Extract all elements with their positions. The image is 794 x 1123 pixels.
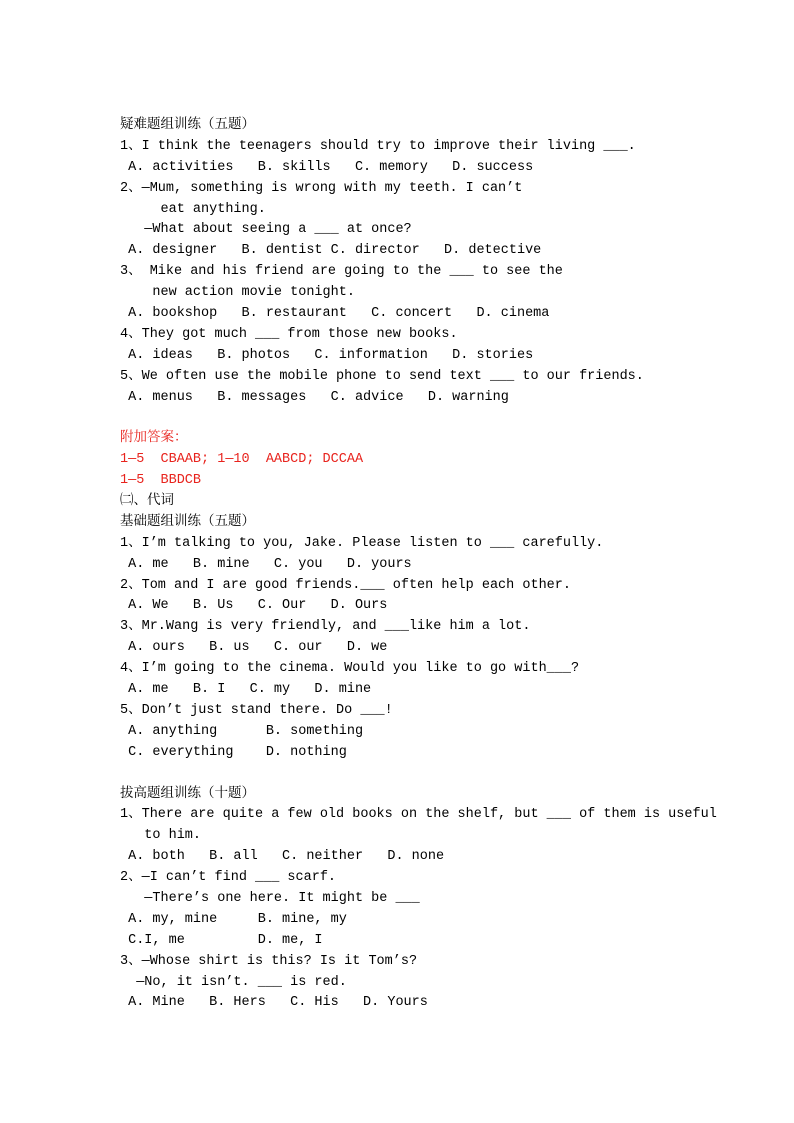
question-line: 5、Don’t just stand there. Do ___! [120,702,393,718]
section-heading-advanced: 拔高题组训练（十题） [120,786,255,802]
options-line: A. both B. all C. neither D. none [120,849,445,865]
options-line: A. anything B. something [120,723,364,739]
document-page [120,116,760,1014]
question-line: —There’s one here. It might be ___ [120,890,420,906]
answers-line: 1—5 BBDCB [120,473,202,489]
question-line: new action movie tonight. [120,285,355,301]
question-line: eat anything. [120,201,266,217]
question-line: 1、I think the teenagers should try to improve their living ___. [120,138,636,154]
question-line: —What about seeing a ___ at once? [120,222,412,238]
question-line: 4、I’m going to the cinema. Would you like to go with___? [120,661,580,677]
options-line: A. designer B. dentist C. director D. detective [120,243,542,259]
options-line: A. me B. mine C. you D. yours [120,556,412,572]
question-line: 2、—Mum, something is wrong with my teeth. I can’t [120,180,523,196]
options-line: A. my, mine B. mine, my [120,911,347,927]
options-line: A. menus B. messages C. advice D. warning [120,389,509,405]
options-line: C.I, me D. me, I [120,932,323,948]
question-line: 2、Tom and I are good friends.___ often help each other. [120,577,571,593]
question-line: to him. [120,828,202,844]
options-line: C. everything D. nothing [120,744,347,760]
options-line: A. bookshop B. restaurant C. concert D. cinema [120,306,550,322]
options-line: A. ideas B. photos C. information D. stories [120,347,534,363]
options-line: A. ours B. us C. our D. we [120,640,388,656]
question-line: 4、They got much ___ from those new books. [120,326,458,342]
blank-line [120,408,760,429]
options-line: A. We B. Us C. Our D. Ours [120,598,388,614]
options-line: A. activities B. skills C. memory D. success [120,159,534,175]
options-line: A. Mine B. Hers C. His D. Yours [120,995,428,1011]
question-line: 3、Mr.Wang is very friendly, and ___like him a lot. [120,619,531,635]
options-line: A. me B. I C. my D. mine [120,682,372,698]
section-heading-difficult: 疑难题组训练（五题） [120,118,255,133]
answers-heading: 附加答案： [120,431,188,447]
question-line: 2、—I can’t find ___ scarf. [120,870,337,886]
answers-line: 1—5 CBAAB; 1—10 AABCD; DCCAA [120,452,364,468]
question-line: —No, it isn’t. ___ is red. [120,974,347,990]
question-line: 1、There are quite a few old books on the shelf, but ___ of them is useful [120,807,717,823]
question-line: 3、 Mike and his friend are going to the ___ to see the [120,264,563,280]
question-line: 3、—Whose shirt is this? Is it Tom’s? [120,953,418,969]
blank-line [120,764,760,785]
section-heading-basic: 基础题组训练（五题） [120,514,255,530]
question-line: 5、We often use the mobile phone to send text ___ to our friends. [120,368,644,384]
section-title-pronouns: ㈡、代词 [120,494,174,510]
question-line: 1、I’m talking to you, Jake. Please listen to ___ carefully. [120,535,604,551]
